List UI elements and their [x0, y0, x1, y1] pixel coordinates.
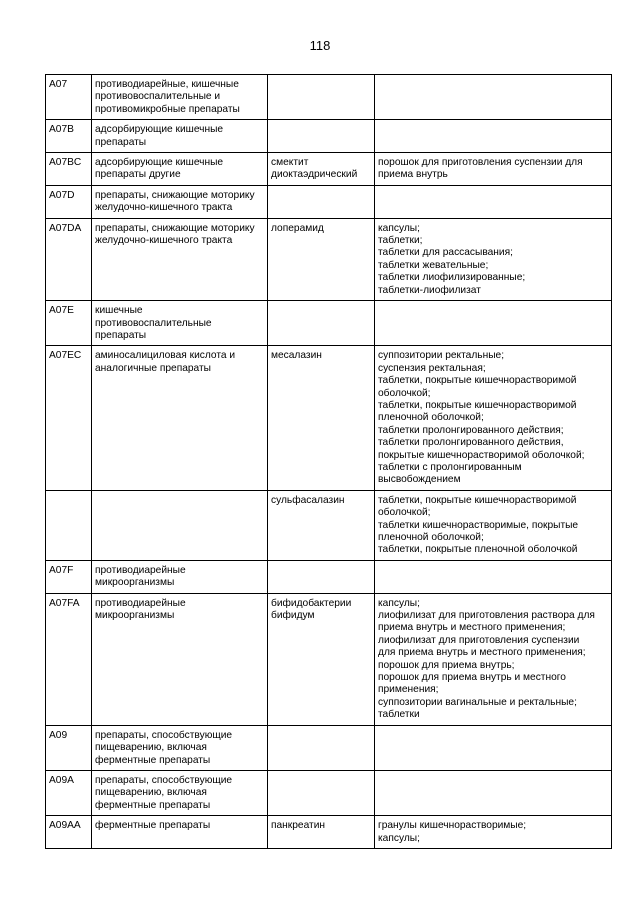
atc-code-cell: A09AA	[46, 816, 92, 849]
drug-name-cell	[268, 185, 375, 218]
table-row	[46, 490, 612, 560]
drug-name-cell: смектит диоктаэдрический	[268, 153, 375, 186]
table-row	[46, 120, 612, 153]
atc-code-cell: A09	[46, 725, 92, 770]
drug-name-cell: панкреатин	[268, 816, 375, 849]
atc-code-cell: A07BC	[46, 153, 92, 186]
drug-name-cell	[268, 120, 375, 153]
group-name-cell: препараты, способствующие пищеварению, включая ферментные препараты	[92, 770, 268, 815]
atc-code-cell: A07DA	[46, 218, 92, 300]
dosage-forms-cell	[375, 725, 612, 770]
table-row	[46, 75, 612, 120]
group-name-cell: препараты, снижающие моторику желудочно-кишечного тракта	[92, 185, 268, 218]
atc-code-cell: A07B	[46, 120, 92, 153]
atc-code-cell: A07EC	[46, 346, 92, 490]
table-row	[46, 153, 612, 186]
table-row	[46, 218, 612, 300]
dosage-forms-cell	[375, 560, 612, 593]
dosage-forms-cell	[375, 301, 612, 346]
table-row	[46, 816, 612, 849]
dosage-forms-cell	[375, 185, 612, 218]
atc-code-cell: A07F	[46, 560, 92, 593]
group-name-cell: кишечные противовоспалительные препараты	[92, 301, 268, 346]
dosage-forms-cell	[375, 75, 612, 120]
group-name-cell: аминосалициловая кислота и аналогичные препараты	[92, 346, 268, 490]
table-row	[46, 770, 612, 815]
group-name-cell: препараты, способствующие пищеварению, включая ферментные препараты	[92, 725, 268, 770]
group-name-cell: адсорбирующие кишечные препараты другие	[92, 153, 268, 186]
drug-name-cell	[268, 725, 375, 770]
atc-code-cell	[46, 490, 92, 560]
atc-code-cell: A07	[46, 75, 92, 120]
drug-name-cell	[268, 560, 375, 593]
drug-name-cell	[268, 75, 375, 120]
table-row	[46, 185, 612, 218]
drug-name-cell: лоперамид	[268, 218, 375, 300]
drug-table	[45, 74, 612, 849]
table-row	[46, 593, 612, 725]
group-name-cell: противодиарейные микроорганизмы	[92, 593, 268, 725]
drug-name-cell: сульфасалазин	[268, 490, 375, 560]
dosage-forms-cell: таблетки, покрытые кишечнорастворимой оболочкой; таблетки кишечнорастворимые, покрытые пленочной оболочкой; таблетки, покрытые пленочной оболочкой	[375, 490, 612, 560]
dosage-forms-cell: капсулы; лиофилизат для приготовления раствора для приема внутрь и местного применения; лиофилизат для приготовления суспензии для приема внутрь и местного применения; порошок для приема внутрь; порошок для приема внутрь и местного применения; суппозитории вагинальные и ректальные; таблетки	[375, 593, 612, 725]
table-row	[46, 560, 612, 593]
group-name-cell: адсорбирующие кишечные препараты	[92, 120, 268, 153]
drug-name-cell	[268, 301, 375, 346]
group-name-cell: препараты, снижающие моторику желудочно-кишечного тракта	[92, 218, 268, 300]
dosage-forms-cell: порошок для приготовления суспензии для приема внутрь	[375, 153, 612, 186]
atc-code-cell: A07D	[46, 185, 92, 218]
dosage-forms-cell: суппозитории ректальные; суспензия ректальная; таблетки, покрытые кишечнорастворимой оболочкой; таблетки, покрытые кишечнорастворимой пленочной оболочкой; таблетки пролонгированного действия; таблетки пролонгированного действия, покрытые кишечнорастворимой оболочкой; таблетки с пролонгированным высвобождением	[375, 346, 612, 490]
atc-code-cell: A07E	[46, 301, 92, 346]
drug-name-cell: бифидобактерии бифидум	[268, 593, 375, 725]
group-name-cell: ферментные препараты	[92, 816, 268, 849]
table-row	[46, 346, 612, 490]
group-name-cell	[92, 490, 268, 560]
table-row	[46, 301, 612, 346]
dosage-forms-cell: капсулы; таблетки; таблетки для рассасывания; таблетки жевательные; таблетки лиофилизированные; таблетки-лиофилизат	[375, 218, 612, 300]
page-number: 118	[309, 38, 331, 53]
dosage-forms-cell: гранулы кишечнорастворимые; капсулы;	[375, 816, 612, 849]
atc-code-cell: A09A	[46, 770, 92, 815]
group-name-cell: противодиарейные, кишечные противовоспалительные и противомикробные препараты	[92, 75, 268, 120]
table-row	[46, 725, 612, 770]
dosage-forms-cell	[375, 120, 612, 153]
dosage-forms-cell	[375, 770, 612, 815]
group-name-cell: противодиарейные микроорганизмы	[92, 560, 268, 593]
drug-name-cell: месалазин	[268, 346, 375, 490]
drug-name-cell	[268, 770, 375, 815]
atc-code-cell: A07FA	[46, 593, 92, 725]
